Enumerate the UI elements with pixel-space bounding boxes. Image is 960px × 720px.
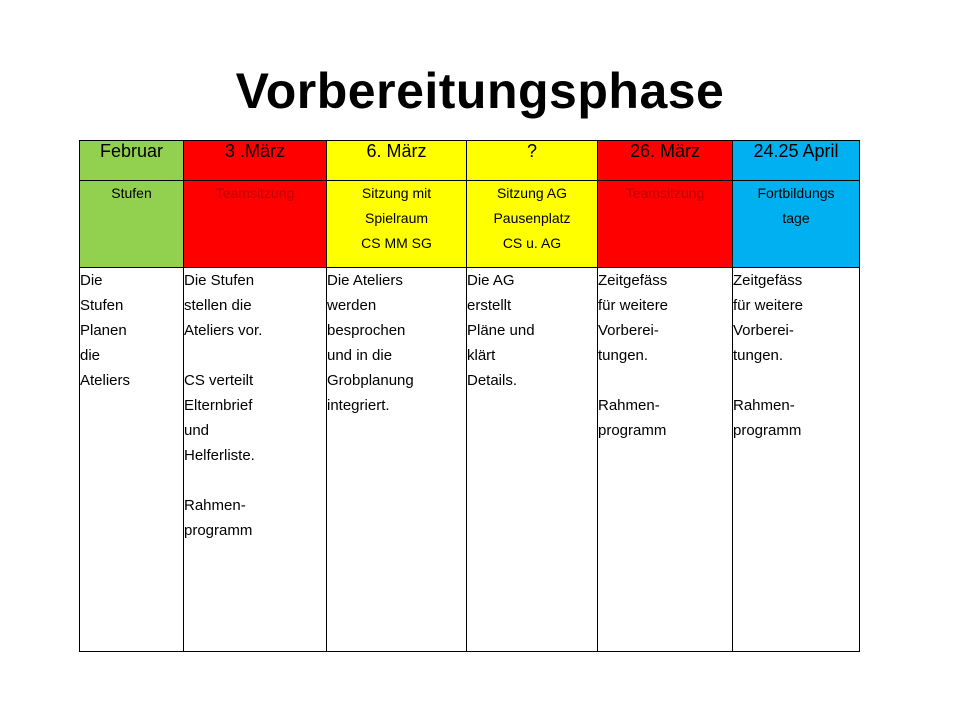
header-cell-6-maerz: 6. März bbox=[327, 141, 467, 181]
content-paragraph: Rahmen- programm bbox=[733, 397, 802, 439]
sub-label: Teamsitzung bbox=[625, 185, 705, 201]
content-paragraph: CS verteilt Elternbrief und Helferliste. bbox=[184, 372, 255, 464]
content-cell-3-maerz bbox=[184, 268, 327, 652]
page-title: Vorbereitungsphase bbox=[235, 63, 725, 119]
subheader-row bbox=[80, 181, 860, 268]
header-cell-unknown-date: ? bbox=[467, 141, 598, 181]
content-paragraph: Rahmen- programm bbox=[598, 397, 667, 439]
content-row bbox=[80, 268, 860, 652]
sub-label: Fortbildungs tage bbox=[757, 185, 835, 226]
header-cell-februar: Februar bbox=[80, 141, 184, 181]
sub-label: Stufen bbox=[111, 185, 152, 201]
content-paragraph: Die Stufen Planen die Ateliers bbox=[80, 272, 131, 389]
sub-cell-fortbildungstage bbox=[733, 181, 860, 268]
content-paragraph: Zeitgefäss für weitere Vorberei- tungen. bbox=[598, 272, 669, 364]
content-paragraph: Rahmen- programm bbox=[184, 497, 253, 539]
sub-cell-teamsitzung-2 bbox=[598, 181, 733, 268]
header-row bbox=[80, 141, 860, 181]
header-cell-26-maerz: 26. März bbox=[598, 141, 733, 181]
header-cell-3-maerz: 3 .März bbox=[184, 141, 327, 181]
content-cell-6-maerz bbox=[327, 268, 467, 652]
content-paragraph: Die Ateliers werden besprochen und in die Grobplanung integriert. bbox=[327, 272, 414, 414]
sub-cell-stufen bbox=[80, 181, 184, 268]
sub-label: Teamsitzung bbox=[215, 185, 295, 201]
content-cell-februar bbox=[80, 268, 184, 652]
content-cell-26-maerz bbox=[598, 268, 733, 652]
sub-cell-sitzung-spielraum bbox=[327, 181, 467, 268]
content-paragraph: Die AG erstellt Pläne und klärt Details. bbox=[467, 272, 535, 389]
content-paragraph: Zeitgefäss für weitere Vorberei- tungen. bbox=[733, 272, 804, 364]
sub-label: Sitzung mit Spielraum CS MM SG bbox=[361, 185, 432, 251]
sub-label: Sitzung AG Pausenplatz CS u. AG bbox=[493, 185, 571, 251]
content-cell-24-25-april bbox=[733, 268, 860, 652]
schedule-table bbox=[79, 140, 860, 652]
header-cell-24-25-april: 24.25 April bbox=[733, 141, 860, 181]
content-cell-unknown-date bbox=[467, 268, 598, 652]
sub-cell-sitzung-ag bbox=[467, 181, 598, 268]
content-paragraph: Die Stufen stellen die Ateliers vor. bbox=[184, 272, 263, 339]
sub-cell-teamsitzung-1 bbox=[184, 181, 327, 268]
